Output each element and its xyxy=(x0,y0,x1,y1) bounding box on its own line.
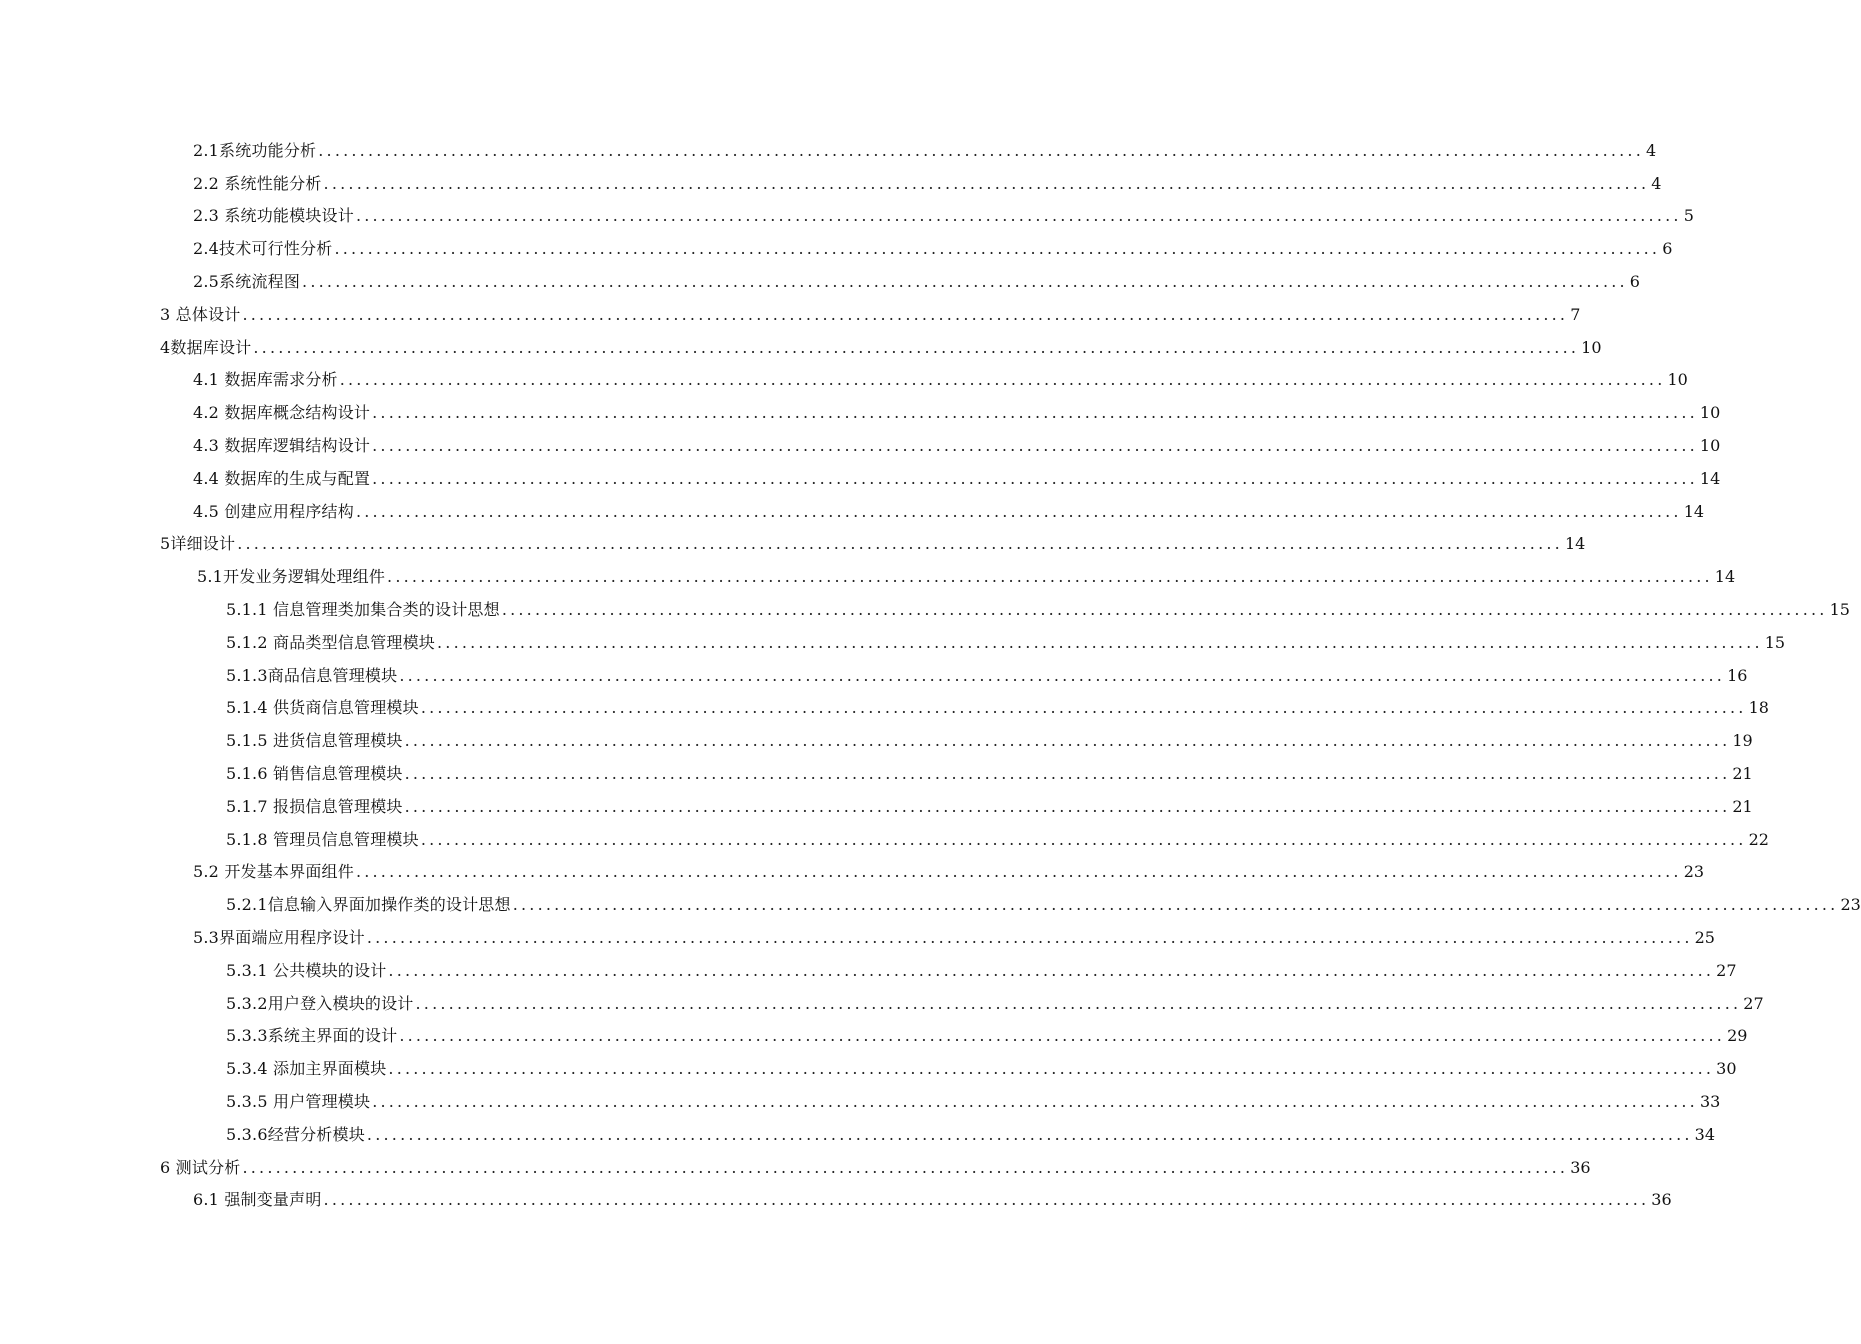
toc-entry-page: 29 xyxy=(1727,1026,1748,1046)
toc-entry-title: 5.1.3商品信息管理模块 xyxy=(226,665,398,685)
toc-leader-dots: ................................................................................................................................................................ xyxy=(420,829,1747,849)
toc-entry-page: 6 xyxy=(1629,271,1640,291)
toc-entry-title: 2.4技术可行性分析 xyxy=(193,239,333,259)
toc-entry[interactable] xyxy=(0,264,1640,297)
toc-entry[interactable] xyxy=(0,1051,1737,1084)
toc-entry-page: 10 xyxy=(1581,337,1602,357)
toc-entry-page: 23 xyxy=(1683,862,1705,882)
toc-entry[interactable] xyxy=(0,756,1753,789)
toc-entry[interactable] xyxy=(0,789,1753,822)
toc-leader-dots: ................................................................................................................................................................ xyxy=(415,993,1742,1013)
toc-entry[interactable] xyxy=(0,494,1705,527)
toc-entry[interactable] xyxy=(0,330,1602,363)
toc-leader-dots: ................................................................................................................................................................ xyxy=(387,567,1713,587)
toc-entry[interactable] xyxy=(0,297,1581,330)
toc-entry-title: 5.3.2用户登入模块的设计 xyxy=(226,993,414,1013)
toc-entry-title: 6 测试分析 xyxy=(160,1157,241,1177)
toc-entry-title: 3 总体设计 xyxy=(160,304,241,324)
toc-entry-title: 5.3.4 添加主界面模块 xyxy=(226,1059,387,1079)
toc-entry-page: 18 xyxy=(1748,698,1769,718)
toc-entry[interactable] xyxy=(0,953,1737,986)
toc-entry-title: 2.1系统功能分析 xyxy=(193,140,317,160)
toc-entry-page: 14 xyxy=(1564,534,1586,554)
toc-leader-dots: ................................................................................................................................................................ xyxy=(501,599,1828,619)
toc-leader-dots: ................................................................................................................................................................ xyxy=(253,337,1580,357)
toc-entry-title: 5.1.6 销售信息管理模块 xyxy=(226,763,403,783)
toc-entry[interactable] xyxy=(0,822,1769,855)
toc-leader-dots: ................................................................................................................................................................ xyxy=(318,140,1644,160)
toc-entry-title: 4.4 数据库的生成与配置 xyxy=(193,468,371,488)
table-of-contents xyxy=(0,133,1861,1215)
toc-entry-title: 5.1.4 供货商信息管理模块 xyxy=(226,698,419,718)
toc-entry-page: 27 xyxy=(1716,960,1737,980)
toc-leader-dots: ................................................................................................................................................................ xyxy=(399,1026,1726,1046)
toc-entry[interactable] xyxy=(0,133,1657,166)
toc-entry[interactable] xyxy=(0,231,1673,264)
toc-entry-page: 36 xyxy=(1570,1157,1591,1177)
toc-entry-page: 25 xyxy=(1694,927,1715,947)
toc-entry-page: 10 xyxy=(1699,435,1721,455)
toc-leader-dots: ................................................................................................................................................................ xyxy=(372,435,1698,455)
toc-leader-dots: ................................................................................................................................................................ xyxy=(323,173,1650,193)
toc-leader-dots: ................................................................................................................................................................ xyxy=(355,501,1682,521)
toc-entry[interactable] xyxy=(0,723,1753,756)
toc-leader-dots: ................................................................................................................................................................ xyxy=(302,271,1628,291)
toc-entry-title: 4数据库设计 xyxy=(160,337,252,357)
toc-entry[interactable] xyxy=(0,887,1861,920)
toc-entry-title: 5.1.7 报损信息管理模块 xyxy=(226,796,403,816)
toc-entry-page: 34 xyxy=(1694,1124,1716,1144)
toc-leader-dots: ................................................................................................................................................................ xyxy=(404,796,1731,816)
toc-leader-dots: ................................................................................................................................................................ xyxy=(366,927,1693,947)
toc-leader-dots: ................................................................................................................................................................ xyxy=(237,534,1563,554)
toc-leader-dots: ................................................................................................................................................................ xyxy=(437,632,1763,652)
toc-entry-title: 4.5 创建应用程序结构 xyxy=(193,501,354,521)
toc-entry-page: 36 xyxy=(1651,1190,1672,1210)
toc-entry[interactable] xyxy=(0,461,1721,494)
toc-entry-page: 10 xyxy=(1667,370,1688,390)
toc-entry-title: 4.3 数据库逻辑结构设计 xyxy=(193,435,371,455)
toc-entry-page: 14 xyxy=(1683,501,1705,521)
toc-entry-title: 6.1 强制变量声明 xyxy=(193,1190,322,1210)
toc-entry[interactable] xyxy=(0,691,1769,724)
toc-entry[interactable] xyxy=(0,395,1721,428)
toc-entry-page: 23 xyxy=(1840,895,1861,915)
toc-entry[interactable] xyxy=(0,592,1850,625)
toc-entry-page: 22 xyxy=(1748,829,1769,849)
toc-leader-dots: ................................................................................................................................................................ xyxy=(334,239,1661,259)
toc-entry-page: 15 xyxy=(1764,632,1786,652)
toc-leader-dots: ................................................................................................................................................................ xyxy=(366,1124,1693,1144)
toc-entry-title: 5.1.8 管理员信息管理模块 xyxy=(226,829,419,849)
toc-leader-dots: ................................................................................................................................................................ xyxy=(242,304,1569,324)
toc-entry-title: 5.3界面端应用程序设计 xyxy=(193,927,365,947)
toc-entry-title: 2.3 系统功能模块设计 xyxy=(193,206,354,226)
toc-entry[interactable] xyxy=(0,986,1764,1019)
toc-entry-page: 19 xyxy=(1732,731,1753,751)
toc-leader-dots: ................................................................................................................................................................ xyxy=(420,698,1747,718)
toc-entry[interactable] xyxy=(0,199,1694,232)
toc-entry-title: 5.1.2 商品类型信息管理模块 xyxy=(226,632,435,652)
toc-leader-dots: ................................................................................................................................................................ xyxy=(372,1091,1698,1111)
toc-entry-title: 5详细设计 xyxy=(160,534,236,554)
toc-entry-title: 5.3.6经营分析模块 xyxy=(226,1124,365,1144)
toc-leader-dots: ................................................................................................................................................................ xyxy=(372,468,1698,488)
toc-leader-dots: ................................................................................................................................................................ xyxy=(242,1157,1569,1177)
toc-entry[interactable] xyxy=(0,855,1705,888)
toc-entry[interactable] xyxy=(0,166,1662,199)
toc-entry-page: 15 xyxy=(1829,599,1850,619)
toc-entry-page: 7 xyxy=(1570,304,1581,324)
toc-entry-page: 21 xyxy=(1732,763,1753,783)
toc-entry-title: 5.3.3系统主界面的设计 xyxy=(226,1026,398,1046)
toc-entry-title: 4.2 数据库概念结构设计 xyxy=(193,403,371,423)
toc-entry[interactable] xyxy=(0,527,1586,560)
toc-entry-title: 2.5系统流程图 xyxy=(193,271,301,291)
toc-entry[interactable] xyxy=(0,1019,1748,1052)
toc-leader-dots: ................................................................................................................................................................ xyxy=(355,862,1682,882)
toc-entry-title: 5.2.1信息输入界面加操作类的设计思想 xyxy=(226,895,511,915)
toc-entry-page: 14 xyxy=(1699,468,1721,488)
toc-entry-page: 6 xyxy=(1662,239,1673,259)
toc-entry-page: 30 xyxy=(1716,1059,1737,1079)
toc-entry[interactable] xyxy=(0,625,1786,658)
toc-entry-title: 2.2 系统性能分析 xyxy=(193,173,322,193)
toc-entry[interactable] xyxy=(0,1117,1716,1150)
toc-entry-title: 5.1开发业务逻辑处理组件 xyxy=(197,567,386,587)
toc-entry-page: 27 xyxy=(1743,993,1764,1013)
toc-entry-title: 5.1.1 信息管理类加集合类的设计思想 xyxy=(226,599,500,619)
toc-entry-page: 5 xyxy=(1683,206,1694,226)
toc-leader-dots: ................................................................................................................................................................ xyxy=(388,1059,1715,1079)
toc-entry[interactable] xyxy=(0,1084,1721,1117)
toc-entry-title: 5.1.5 进货信息管理模块 xyxy=(226,731,403,751)
toc-entry[interactable] xyxy=(0,1183,1672,1216)
toc-entry-page: 10 xyxy=(1699,403,1721,423)
toc-entry-page: 4 xyxy=(1646,140,1657,160)
toc-entry[interactable] xyxy=(0,428,1721,461)
toc-entry[interactable] xyxy=(0,658,1748,691)
toc-leader-dots: ................................................................................................................................................................ xyxy=(355,206,1682,226)
toc-entry-page: 4 xyxy=(1651,173,1662,193)
toc-leader-dots: ................................................................................................................................................................ xyxy=(404,731,1731,751)
toc-entry-page: 14 xyxy=(1714,567,1736,587)
toc-entry-title: 5.3.1 公共模块的设计 xyxy=(226,960,387,980)
toc-leader-dots: ................................................................................................................................................................ xyxy=(372,403,1698,423)
toc-leader-dots: ................................................................................................................................................................ xyxy=(404,763,1731,783)
toc-entry[interactable] xyxy=(0,363,1688,396)
toc-entry-page: 33 xyxy=(1699,1091,1721,1111)
toc-leader-dots: ................................................................................................................................................................ xyxy=(388,960,1715,980)
toc-leader-dots: ................................................................................................................................................................ xyxy=(323,1190,1650,1210)
toc-entry-title: 5.2 开发基本界面组件 xyxy=(193,862,354,882)
toc-entry-page: 21 xyxy=(1732,796,1753,816)
toc-leader-dots: ................................................................................................................................................................ xyxy=(512,895,1839,915)
toc-entry[interactable] xyxy=(0,920,1715,953)
toc-entry[interactable] xyxy=(0,559,1736,592)
toc-entry-title: 4.1 数据库需求分析 xyxy=(193,370,338,390)
toc-entry-title: 5.3.5 用户管理模块 xyxy=(226,1091,371,1111)
toc-leader-dots: ................................................................................................................................................................ xyxy=(399,665,1726,685)
toc-entry[interactable] xyxy=(0,1150,1591,1183)
toc-leader-dots: ................................................................................................................................................................ xyxy=(339,370,1666,390)
toc-entry-page: 16 xyxy=(1727,665,1748,685)
